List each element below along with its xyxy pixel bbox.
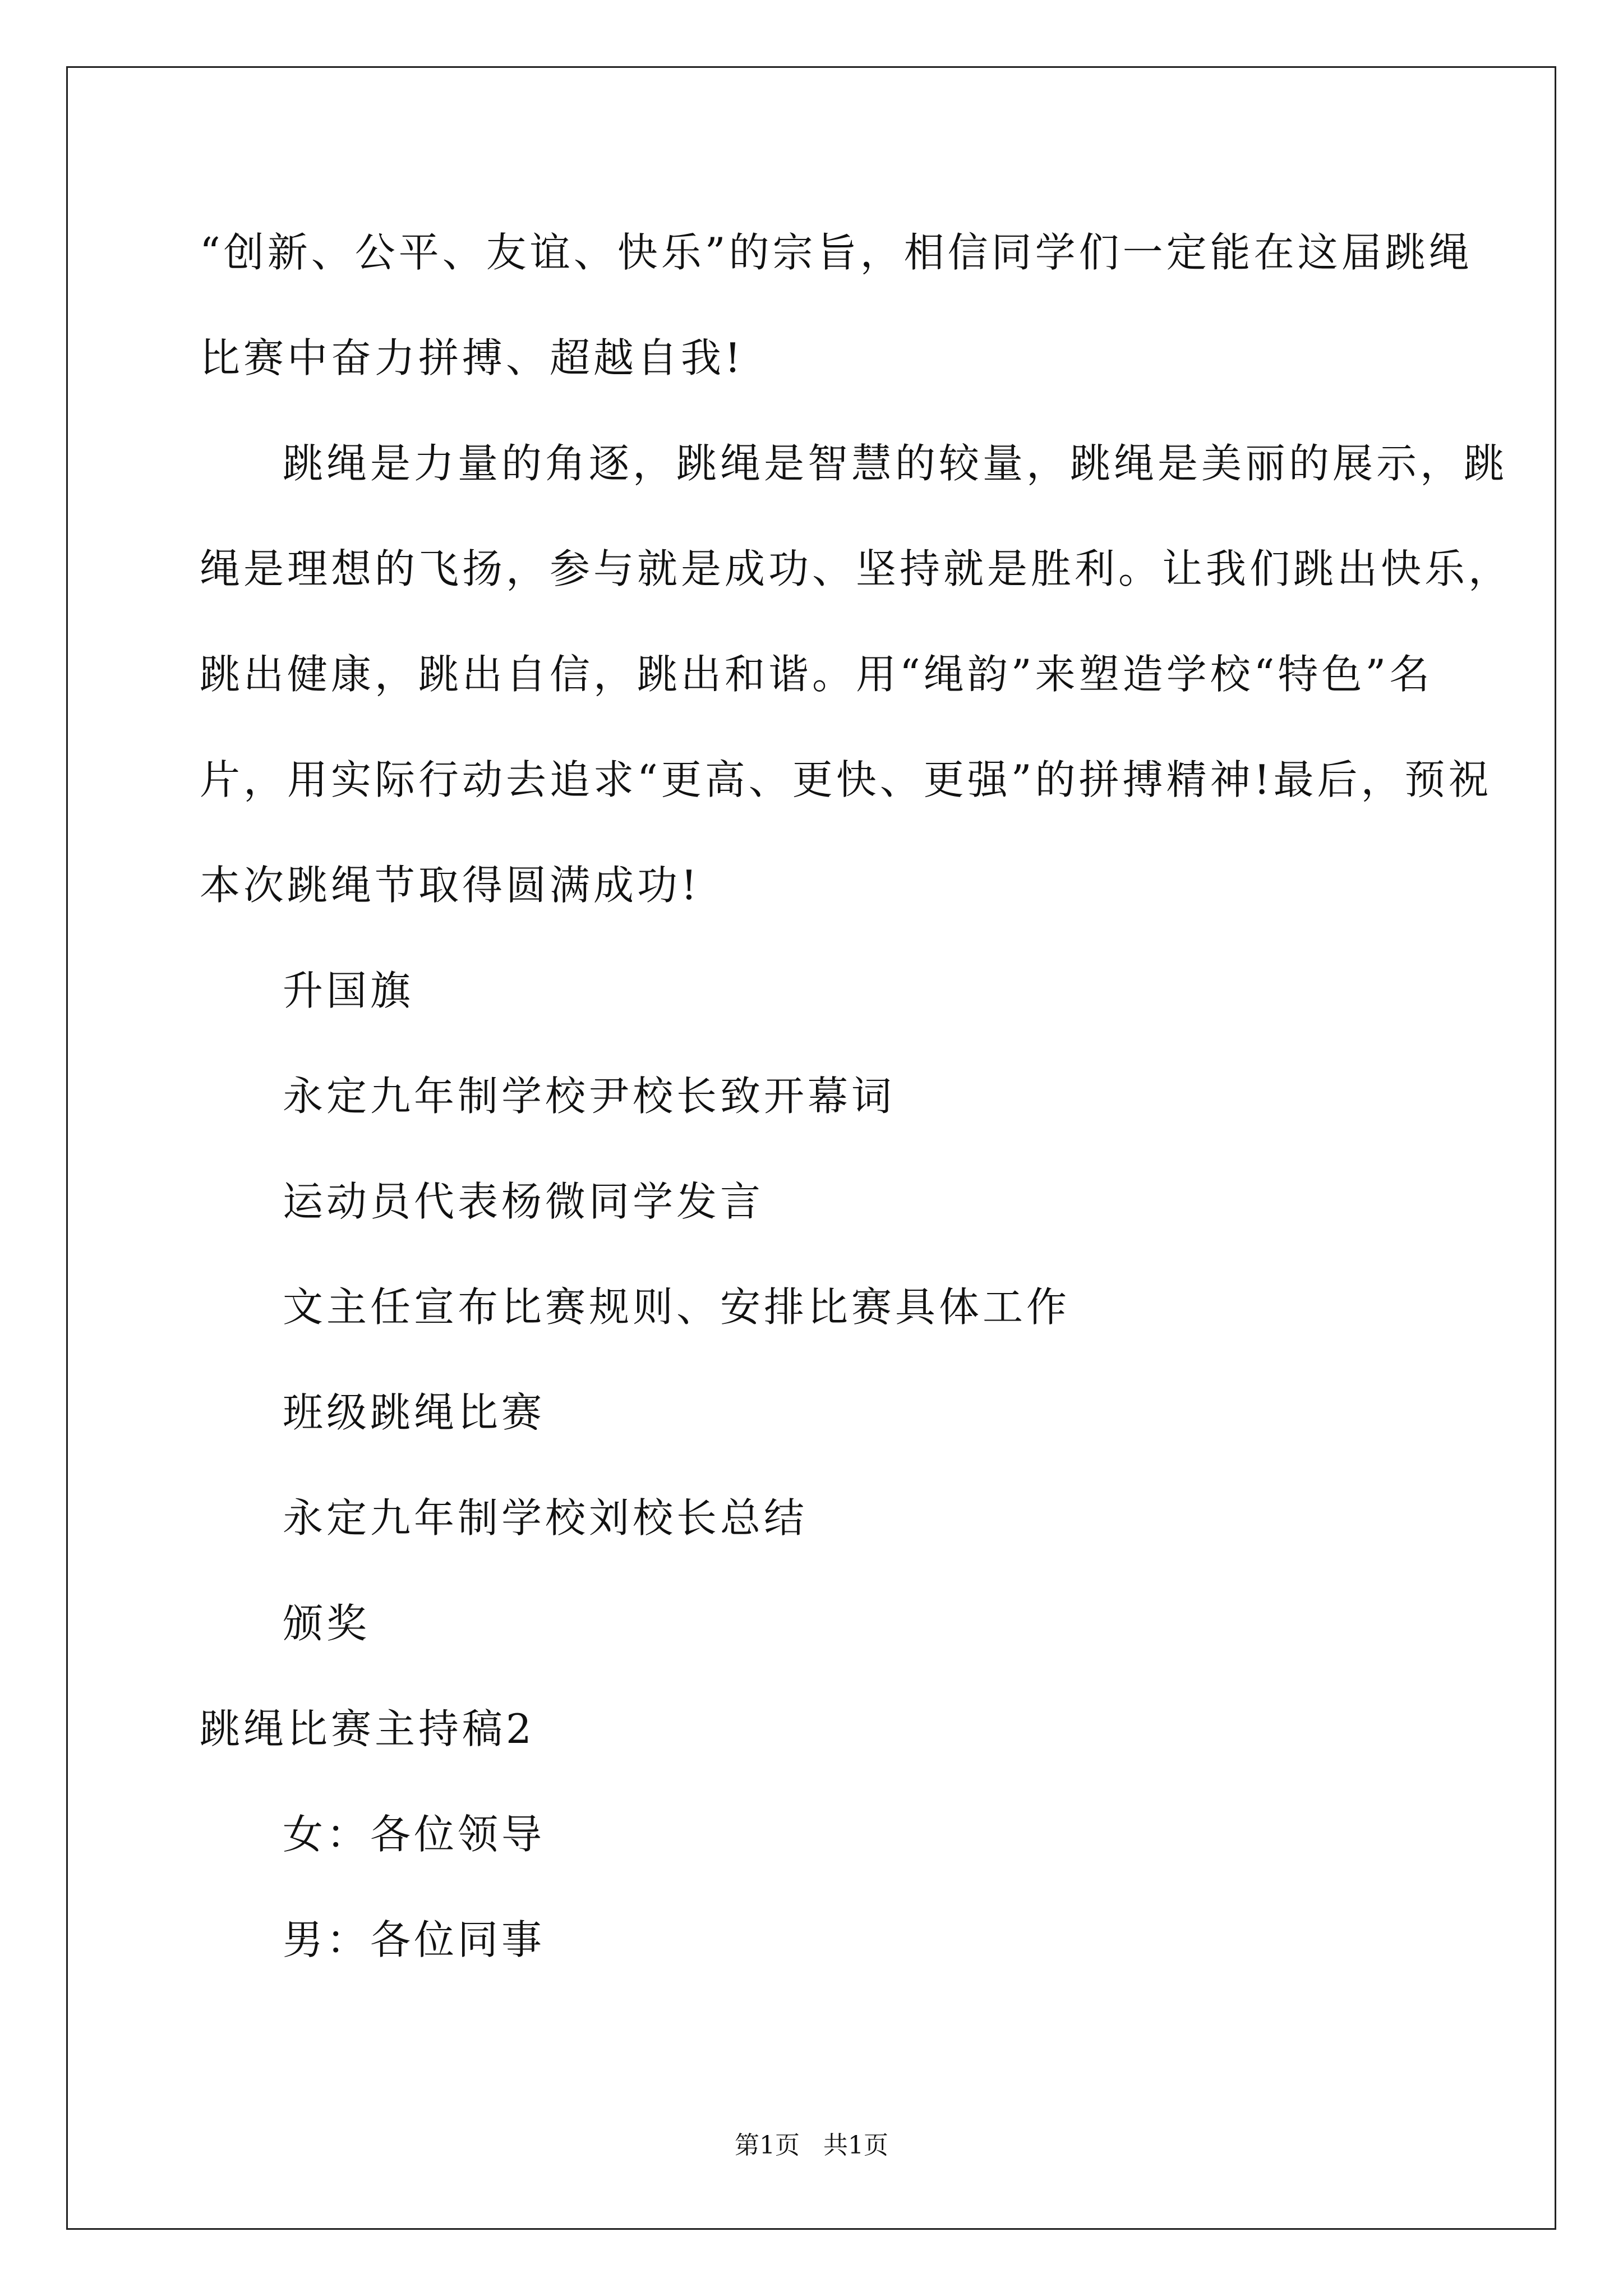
paragraph-line: 绳是理想的飞扬，参与就是成功、坚持就是胜利。让我们跳出快乐， xyxy=(200,545,1513,592)
agenda-item: 运动员代表杨微同学发言 xyxy=(283,1178,764,1225)
paragraph-line: 片，用实际行动去追求“更高、更快、更强”的拼搏精神!最后，预祝 xyxy=(200,756,1492,803)
document-body xyxy=(200,210,1513,2003)
page-number: 第1页 xyxy=(735,2131,800,2160)
agenda-item: 升国旗 xyxy=(283,967,414,1014)
page-total: 共1页 xyxy=(823,2131,888,2160)
paragraph-line: “创新、公平、友谊、快乐”的宗旨，相信同学们一定能在这届跳绳 xyxy=(200,229,1473,276)
agenda-item: 班级跳绳比赛 xyxy=(283,1389,546,1436)
paragraph-line: 本次跳绳节取得圆满成功! xyxy=(200,862,700,909)
dialogue-line: 女：各位领导 xyxy=(283,1811,546,1858)
paragraph-line: 跳出健康，跳出自信，跳出和谐。用“绳韵”来塑造学校“特色”名 xyxy=(200,651,1433,698)
dialogue-line: 男：各位同事 xyxy=(283,1916,546,1963)
agenda-item: 颁奖 xyxy=(283,1600,371,1647)
paragraph-line: 跳绳是力量的角逐，跳绳是智慧的较量，跳绳是美丽的展示，跳 xyxy=(283,440,1508,487)
paragraph-line: 比赛中奋力拼搏、超越自我! xyxy=(200,334,744,381)
agenda-item: 文主任宣布比赛规则、安排比赛具体工作 xyxy=(283,1283,1071,1331)
page-footer xyxy=(0,2129,1623,2162)
agenda-item: 永定九年制学校尹校长致开幕词 xyxy=(283,1073,896,1120)
section-heading: 跳绳比赛主持稿2 xyxy=(200,1705,535,1752)
agenda-item: 永定九年制学校刘校长总结 xyxy=(283,1494,808,1542)
